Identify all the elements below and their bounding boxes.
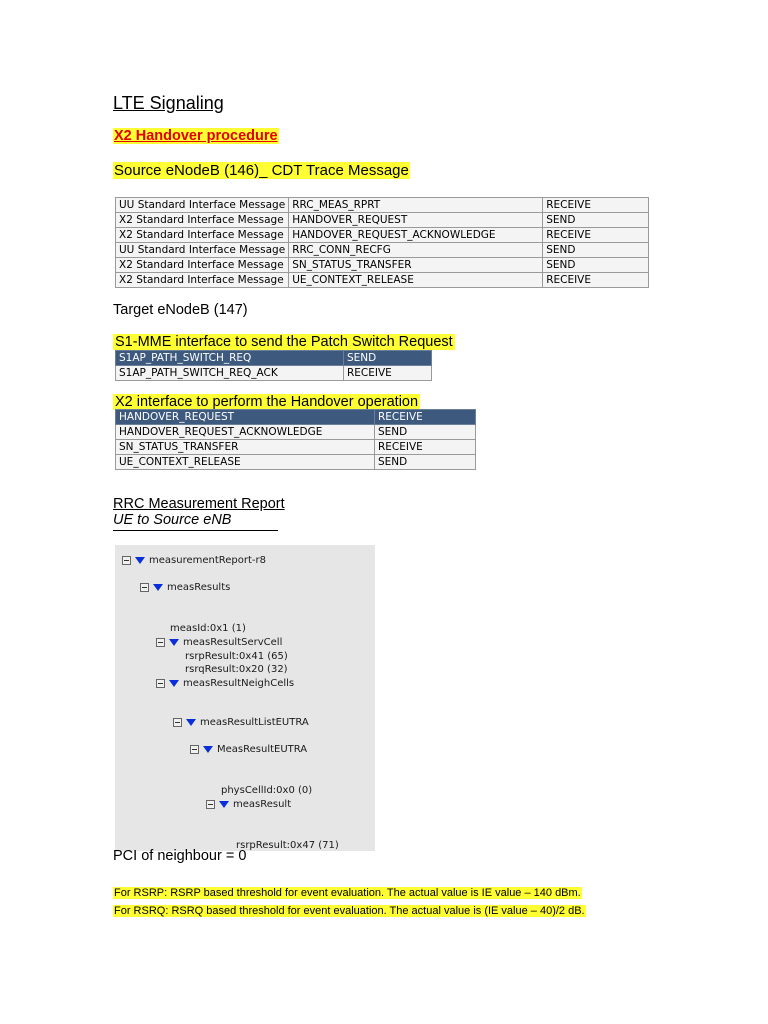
expand-arrow-icon — [186, 719, 196, 726]
table-cell: S1AP_PATH_SWITCH_REQ_ACK — [116, 366, 344, 381]
collapse-icon[interactable] — [156, 679, 165, 688]
table-row[interactable] — [116, 351, 432, 366]
rrc-report-subtitle: UE to Source eNB — [113, 512, 232, 528]
table-cell: X2 Standard Interface Message — [116, 273, 289, 288]
table-cell: SEND — [375, 455, 476, 470]
collapse-icon[interactable] — [190, 745, 199, 754]
tree-leaf-rsrp-neigh: rsrpResult:0x47 (71) — [236, 840, 339, 851]
target-enodeb-label: Target eNodeB (147) — [113, 302, 248, 318]
table-cell: RECEIVE — [543, 228, 649, 243]
collapse-icon[interactable] — [156, 638, 165, 647]
table-cell: X2 Standard Interface Message — [116, 228, 289, 243]
table-row[interactable] — [116, 228, 649, 243]
collapse-icon[interactable] — [140, 583, 149, 592]
rsrq-note: For RSRQ: RSRQ based threshold for event evaluation. The actual value is (IE value – 40)/2 dB. — [114, 905, 585, 917]
tree-node-meas-result-eutra[interactable]: MeasResultEUTRA — [190, 744, 307, 755]
expand-arrow-icon — [153, 584, 163, 591]
collapse-icon[interactable] — [122, 556, 131, 565]
source-trace-table — [115, 197, 649, 288]
table-cell: X2 Standard Interface Message — [116, 258, 289, 273]
table-cell: UU Standard Interface Message — [116, 243, 289, 258]
table-cell: RRC_CONN_RECFG — [289, 243, 543, 258]
pci-note: PCI of neighbour = 0 — [113, 848, 247, 864]
table-cell: UE_CONTEXT_RELEASE — [289, 273, 543, 288]
table-row[interactable] — [116, 213, 649, 228]
table-cell: S1AP_PATH_SWITCH_REQ — [116, 351, 344, 366]
table-row[interactable] — [116, 366, 432, 381]
table-cell: RECEIVE — [344, 366, 432, 381]
table-cell: SEND — [344, 351, 432, 366]
table-cell: SEND — [543, 213, 649, 228]
table-cell: SN_STATUS_TRANSFER — [116, 440, 375, 455]
table-cell: SEND — [543, 243, 649, 258]
table-cell: UU Standard Interface Message — [116, 198, 289, 213]
table-cell: RECEIVE — [543, 198, 649, 213]
table-row[interactable] — [116, 440, 476, 455]
table-cell: X2 Standard Interface Message — [116, 213, 289, 228]
page-title: LTE Signaling — [113, 93, 224, 113]
table-cell: HANDOVER_REQUEST_ACKNOWLEDGE — [116, 425, 375, 440]
table-cell: RECEIVE — [375, 440, 476, 455]
table-cell: SEND — [543, 258, 649, 273]
tree-node-measurement-report[interactable]: measurementReport-r8 — [122, 555, 266, 566]
s1-mme-heading: S1-MME interface to send the Patch Switch Request — [115, 334, 453, 350]
tree-leaf-rsrq: rsrqResult:0x20 (32) — [185, 664, 288, 675]
collapse-icon[interactable] — [173, 718, 182, 727]
expand-arrow-icon — [169, 639, 179, 646]
tree-node-result-list-eutra[interactable]: measResultListEUTRA — [173, 717, 309, 728]
rrc-report-title: RRC Measurement Report — [113, 496, 285, 512]
expand-arrow-icon — [135, 557, 145, 564]
table-cell: RRC_MEAS_RPRT — [289, 198, 543, 213]
table-row[interactable] — [116, 258, 649, 273]
tree-node-serv-cell[interactable]: measResultServCell — [156, 637, 282, 648]
table-cell: UE_CONTEXT_RELEASE — [116, 455, 375, 470]
x2-handover-heading: X2 Handover procedure — [114, 128, 278, 144]
table-row[interactable] — [116, 243, 649, 258]
tree-leaf-meas-id: measId:0x1 (1) — [170, 623, 246, 634]
expand-arrow-icon — [219, 801, 229, 808]
divider — [113, 530, 278, 531]
collapse-icon[interactable] — [206, 800, 215, 809]
tree-leaf-rsrp: rsrpResult:0x41 (65) — [185, 651, 288, 662]
tree-node-neigh-cells[interactable]: measResultNeighCells — [156, 678, 294, 689]
s1-message-table — [115, 350, 432, 381]
table-cell: HANDOVER_REQUEST_ACKNOWLEDGE — [289, 228, 543, 243]
table-row[interactable] — [116, 455, 476, 470]
table-row[interactable] — [116, 198, 649, 213]
table-row[interactable] — [116, 425, 476, 440]
source-enodeb-label: Source eNodeB (146)_ CDT Trace Message — [114, 162, 409, 179]
measurement-tree — [115, 545, 375, 851]
expand-arrow-icon — [169, 680, 179, 687]
table-cell: HANDOVER_REQUEST — [116, 410, 375, 425]
x2-interface-heading: X2 interface to perform the Handover operation — [115, 394, 419, 410]
tree-leaf-phys-cell-id: physCellId:0x0 (0) — [221, 785, 313, 796]
x2-message-table — [115, 409, 476, 470]
expand-arrow-icon — [203, 746, 213, 753]
tree-node-meas-result[interactable]: measResult — [206, 799, 291, 810]
table-cell: HANDOVER_REQUEST — [289, 213, 543, 228]
tree-node-meas-results[interactable]: measResults — [140, 582, 230, 593]
table-cell: SEND — [375, 425, 476, 440]
table-cell: SN_STATUS_TRANSFER — [289, 258, 543, 273]
rsrp-note: For RSRP: RSRP based threshold for event evaluation. The actual value is IE value – 140 dBm. — [114, 887, 581, 899]
table-row[interactable] — [116, 273, 649, 288]
table-cell: RECEIVE — [543, 273, 649, 288]
table-row[interactable] — [116, 410, 476, 425]
table-cell: RECEIVE — [375, 410, 476, 425]
